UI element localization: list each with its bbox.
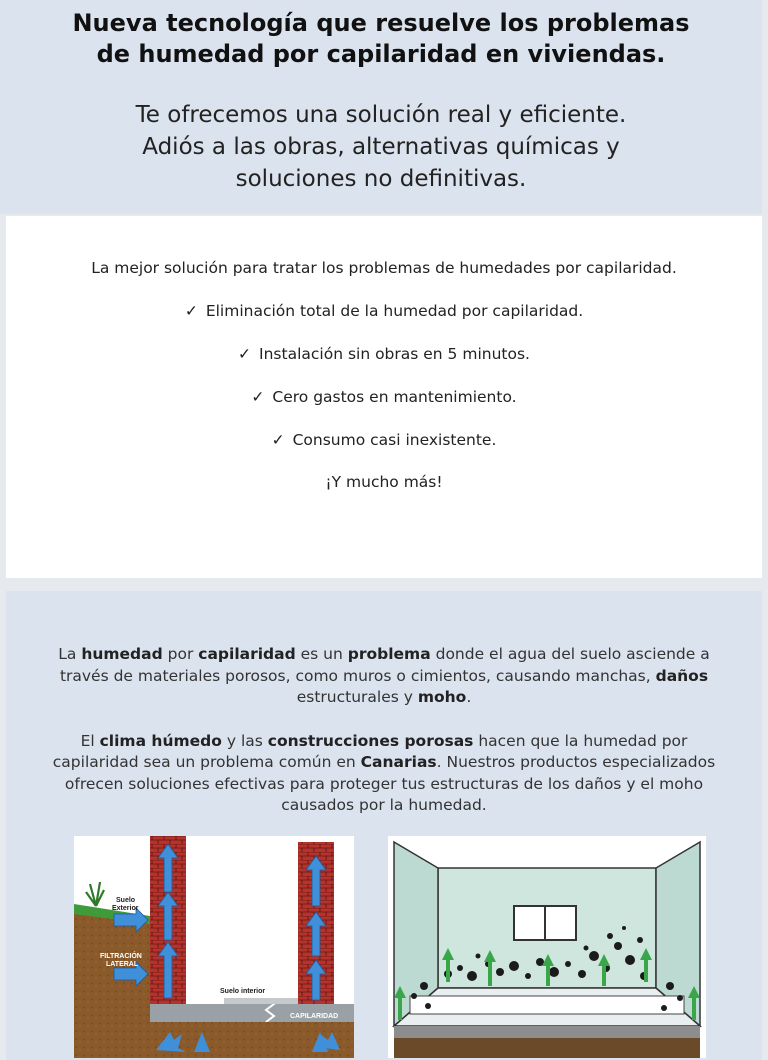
info-paragraph-1 (44, 591, 724, 709)
interior-floor (224, 998, 298, 1004)
benefit-item (6, 344, 762, 365)
label-capilaridad: CAPILARIDAD (290, 1013, 339, 1020)
bold-run: daños (655, 666, 709, 685)
benefit-item (6, 301, 762, 322)
text-run: . (466, 688, 472, 706)
label-suelo-exterior-2: Exterior (112, 905, 139, 912)
text-run: es un (295, 645, 348, 663)
label-filtracion: FILTRACIÓN (100, 953, 142, 960)
capillarity-diagram-svg (74, 836, 354, 1058)
benefits-list (6, 301, 762, 451)
benefit-item (6, 387, 762, 408)
benefit-text: Instalación sin obras en 5 minutos. (259, 345, 530, 363)
mold-room-svg (388, 836, 706, 1058)
check-icon: ✓ (271, 431, 285, 449)
benefit-text: Cero gastos en mantenimiento. (272, 388, 517, 406)
bold-run: humedad (81, 645, 163, 663)
text-run: por (162, 645, 199, 663)
bold-run: moho (417, 688, 467, 706)
benefit-text: Eliminación total de la humedad por capilaridad. (205, 302, 584, 320)
bold-run: capilaridad (198, 645, 296, 663)
check-icon: ✓ (238, 345, 252, 363)
check-icon: ✓ (251, 388, 265, 406)
benefits-closing: ¡Y mucho más! (325, 473, 443, 491)
text-run: donde el agua del suelo asciende a través de materiales porosos, como muros o cimientos, causando manchas, (59, 645, 710, 685)
hero-subtitle (61, 99, 701, 195)
check-icon: ✓ (184, 302, 198, 320)
label-filtracion-2: LATERAL (106, 961, 139, 968)
benefit-item (6, 430, 762, 451)
ground-soil (394, 1038, 700, 1058)
bold-run: problema (347, 645, 431, 663)
benefits-intro: La mejor solución para tratar los problemas de humedades por capilaridad. (91, 259, 677, 277)
benefits-card (6, 216, 762, 578)
text-run: y las (221, 731, 268, 750)
hero-banner (0, 0, 762, 214)
text-run: El (80, 731, 100, 750)
text-run: estructurales y (296, 688, 418, 706)
info-section (6, 591, 762, 1060)
title-line-2: de humedad por capilaridad en viviendas. (96, 40, 666, 68)
info-paragraph-2 (44, 731, 724, 817)
mold-room-diagram (388, 836, 706, 1058)
capillarity-diagram (74, 836, 354, 1058)
subtitle-line-2: Adiós a las obras, alternativas químicas y (142, 134, 620, 160)
text-run: . Nuestros productos especializados ofrecen soluciones efectivas para proteger tus estructuras de los daños y el moho causados por la humedad. (64, 753, 716, 814)
text-run: La (58, 645, 82, 663)
skirting (410, 996, 684, 1014)
page-title (0, 0, 762, 70)
bold-run: Canarias (360, 753, 437, 771)
floor-base (394, 1026, 700, 1038)
text-run: hacen que la humedad por capilaridad sea un problema común en (52, 731, 688, 771)
bold-run: clima húmedo (99, 731, 222, 750)
title-line-1: Nueva tecnología que resuelve los problemas (72, 9, 690, 37)
benefit-text: Consumo casi inexistente. (292, 431, 497, 449)
bold-run: construcciones porosas (267, 731, 474, 750)
label-suelo-exterior: Suelo (116, 897, 136, 904)
subtitle-line-1: Te ofrecemos una solución real y eficiente. (135, 102, 627, 128)
label-suelo-interior: Suelo interior (220, 988, 266, 995)
subtitle-line-3: soluciones no definitivas. (235, 166, 527, 192)
